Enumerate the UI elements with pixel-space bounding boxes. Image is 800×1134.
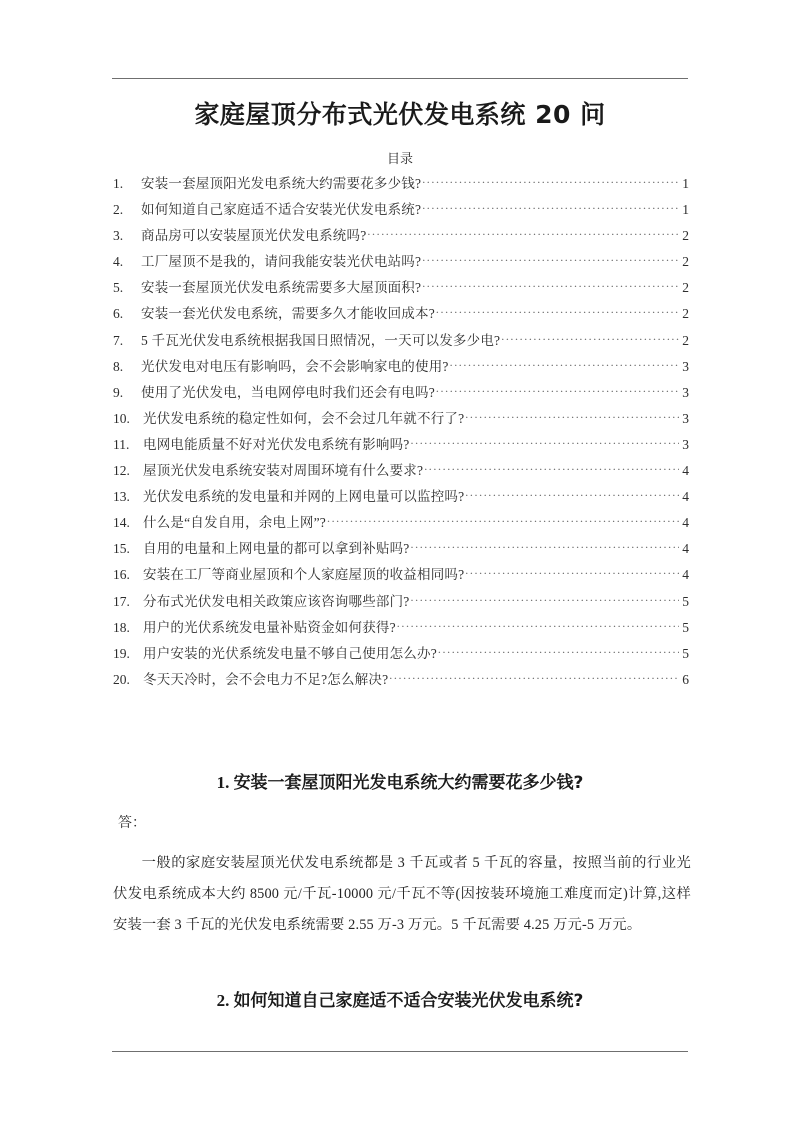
toc-entry-number: 9. <box>113 384 124 400</box>
toc-entry[interactable] <box>113 668 689 694</box>
toc-entry-page-number: 3 <box>682 358 689 374</box>
toc-entry[interactable] <box>113 511 689 537</box>
toc-leader-dots <box>422 201 679 214</box>
toc-entry[interactable] <box>113 329 689 355</box>
toc-entry-page-number: 2 <box>682 254 689 270</box>
toc-entry-label: 分布式光伏发电相关政策应该咨询哪些部门? <box>143 593 410 609</box>
toc-leader-dots <box>422 279 679 292</box>
toc-leader-dots <box>411 593 680 606</box>
toc-entry[interactable] <box>113 616 689 642</box>
section-heading-1 <box>112 768 688 793</box>
toc-entry-page-number: 2 <box>682 228 689 244</box>
toc-entry[interactable] <box>113 459 689 485</box>
toc-entry-number: 1. <box>113 176 124 191</box>
toc-entry-page-number: 4 <box>682 541 689 557</box>
toc-entry-label: 电网电能质量不好对光伏发电系统有影响吗? <box>143 436 410 452</box>
footer-rule <box>112 1051 688 1052</box>
toc-entry[interactable] <box>113 563 689 589</box>
toc-leader-dots <box>422 253 679 266</box>
toc-label: 目录 <box>386 151 413 166</box>
toc-entry[interactable] <box>113 250 689 276</box>
toc-entry-number: 5. <box>113 280 124 296</box>
toc-entry[interactable] <box>113 198 689 224</box>
toc-entry-number: 3. <box>113 228 124 244</box>
toc-leader-dots <box>436 305 679 318</box>
toc-leader-dots <box>436 384 679 397</box>
toc-entry-number: 16. <box>113 567 130 583</box>
toc-entry-number: 8. <box>113 358 124 374</box>
toc-entry-label: 工厂屋顶不是我的，请问我能安装光伏电站吗? <box>141 254 422 270</box>
document-title: 家庭屋顶分布式光伏发电系统 20 问 <box>194 100 606 129</box>
toc-leader-dots <box>422 175 679 188</box>
toc-leader-dots <box>411 540 680 553</box>
toc-entry-page-number: 5 <box>682 645 689 661</box>
toc-entry-label: 安装一套屋顶光伏发电系统需要多大屋顶面积? <box>141 280 422 296</box>
toc-entry-label: 商品房可以安装屋顶光伏发电系统吗? <box>141 228 367 244</box>
toc-leader-dots <box>397 619 679 632</box>
toc-entry-label: 什么是“自发自用，余电上网”? <box>143 515 326 531</box>
toc-entry-label: 光伏发电对电压有影响吗，会不会影响家电的使用? <box>141 358 449 374</box>
toc-entry-number: 17. <box>113 593 130 609</box>
toc-entry-page-number: 1 <box>682 202 689 218</box>
section-number-2: 2. <box>216 991 234 1010</box>
toc-entry-page-number: 4 <box>682 489 689 505</box>
toc-entry-number: 20. <box>113 671 130 687</box>
toc-entry[interactable] <box>113 172 689 198</box>
toc-entry-number: 6. <box>113 306 124 322</box>
toc-entry-page-number: 3 <box>682 436 689 452</box>
toc-entry-page-number: 3 <box>682 410 689 426</box>
toc-entry-page-number: 4 <box>682 463 689 479</box>
answer-body-1: 一般的家庭安装屋顶光伏发电系统都是 3 千瓦或者 5 千瓦的容量，按照当前的行业光伏发电系统成本大约 8500 元/千瓦-10000 元/千瓦不等(因按装环境施工难度而定)计算,这样安装一套 3 千瓦的光伏发电系统需要 2.55 万-3 万元。5 千瓦需要 4.25 万元-5 万元。 <box>113 855 691 933</box>
toc-entry-label: 光伏发电系统的稳定性如何，会不会过几年就不行了? <box>143 410 465 426</box>
toc-entry[interactable] <box>113 302 689 328</box>
toc-entry[interactable] <box>113 433 689 459</box>
toc-entry-number: 13. <box>113 489 130 505</box>
toc-entry[interactable] <box>113 276 689 302</box>
toc-entry-label: 5 千瓦光伏发电系统根据我国日照情况，一天可以发多少电? <box>141 332 501 348</box>
toc-entry-page-number: 4 <box>682 567 689 583</box>
toc-entry-page-number: 2 <box>682 306 689 322</box>
section-title-2: 如何知道自己家庭适不适合安装光伏发电系统? <box>233 991 584 1011</box>
toc-leader-dots <box>411 436 680 449</box>
toc-entry-label: 用户的光伏系统发电量补贴资金如何获得? <box>143 619 396 635</box>
toc-entry-number: 11. <box>113 436 130 452</box>
toc-entry-label: 自用的电量和上网电量的都可以拿到补贴吗? <box>143 541 410 557</box>
toc-entry[interactable] <box>113 224 689 250</box>
toc-leader-dots <box>367 227 679 240</box>
toc-leader-dots <box>501 332 679 345</box>
toc-entry-label: 用户安装的光伏系统发电量不够自己使用怎么办? <box>143 645 437 661</box>
toc-entry-number: 4. <box>113 254 124 270</box>
toc-entry-number: 12. <box>113 463 130 479</box>
toc-entry-number: 19. <box>113 645 130 661</box>
toc-entry-number: 14. <box>113 515 130 531</box>
toc-entry[interactable] <box>113 537 689 563</box>
toc-entry[interactable] <box>113 381 689 407</box>
toc-entry-page-number: 5 <box>682 593 689 609</box>
table-of-contents <box>113 172 689 694</box>
toc-entry-label: 安装在工厂等商业屋顶和个人家庭屋顶的收益相同吗? <box>143 567 465 583</box>
toc-leader-dots <box>465 566 679 579</box>
toc-leader-dots <box>327 514 679 527</box>
toc-entry-label: 如何知道自己家庭适不适合安装光伏发电系统? <box>141 202 422 218</box>
toc-entry-number: 18. <box>113 619 130 635</box>
toc-leader-dots <box>424 462 679 475</box>
toc-entry[interactable] <box>113 407 689 433</box>
toc-entry-label: 安装一套屋顶阳光发电系统大约需要花多少钱? <box>141 176 422 191</box>
toc-entry-label: 安装一套光伏发电系统，需要多久才能收回成本? <box>141 306 435 322</box>
toc-entry-page-number: 3 <box>682 384 689 400</box>
toc-entry-number: 10. <box>113 410 130 426</box>
toc-entry-page-number: 2 <box>682 332 689 348</box>
toc-leader-dots <box>438 645 679 658</box>
header-rule <box>112 78 688 79</box>
section-heading-2 <box>112 986 688 1011</box>
toc-leader-dots <box>465 410 679 423</box>
toc-entry-label: 屋顶光伏发电系统安装对周围环境有什么要求? <box>143 463 424 479</box>
toc-entry[interactable] <box>113 355 689 381</box>
toc-entry-number: 15. <box>113 541 130 557</box>
answer-label-1: 答： <box>118 816 146 831</box>
toc-entry-page-number: 2 <box>682 280 689 296</box>
toc-leader-dots <box>465 488 679 501</box>
toc-entry-page-number: 4 <box>682 515 689 531</box>
toc-entry[interactable] <box>113 642 689 668</box>
toc-leader-dots <box>450 358 679 371</box>
toc-entry-label: 使用了光伏发电，当电网停电时我们还会有电吗? <box>141 384 435 400</box>
section-number-1: 1. <box>216 773 234 792</box>
toc-entry-label: 冬天天冷时，会不会电力不足?怎么解决? <box>143 671 389 687</box>
toc-entry[interactable] <box>113 485 689 511</box>
toc-entry-page-number: 5 <box>682 619 689 635</box>
toc-entry-number: 2. <box>113 202 124 218</box>
toc-entry-label: 光伏发电系统的发电量和并网的上网电量可以监控吗? <box>143 489 465 505</box>
toc-entry-page-number: 6 <box>682 671 689 687</box>
toc-entry-number: 7. <box>113 332 124 348</box>
toc-entry-page-number: 1 <box>682 176 689 191</box>
section-title-1: 安装一套屋顶阳光发电系统大约需要花多少钱? <box>233 773 584 793</box>
toc-entry[interactable] <box>113 590 689 616</box>
toc-leader-dots <box>389 671 679 684</box>
